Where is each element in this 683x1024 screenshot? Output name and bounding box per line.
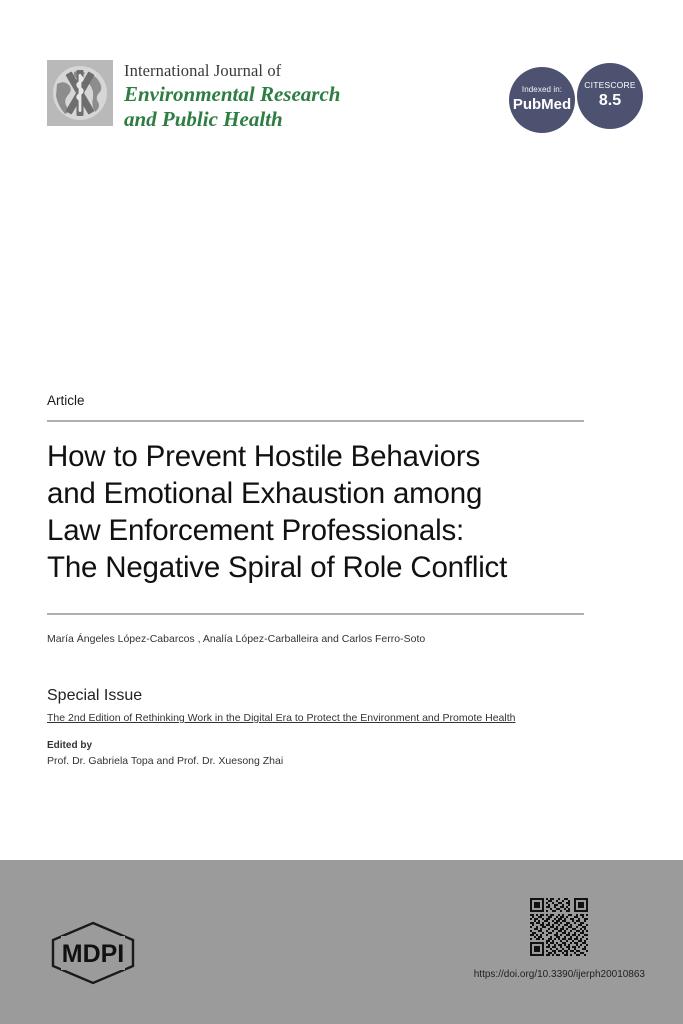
- special-issue-section: [47, 686, 584, 769]
- journal-name-line-1: International Journal of: [124, 61, 282, 80]
- divider-bottom: [47, 613, 584, 615]
- journal-name-line-2a: Environmental Research: [124, 81, 341, 106]
- journal-title-group: [124, 60, 340, 132]
- title-line: How to Prevent Hostile Behaviors: [47, 440, 481, 474]
- divider-top: [47, 420, 584, 422]
- doi-url[interactable]: https://doi.org/10.3390/ijerph20010863: [473, 969, 645, 980]
- citescore-badge: [577, 63, 643, 129]
- page-header: [47, 60, 643, 140]
- article-type-label: Article: [47, 393, 85, 408]
- pubmed-badge-label: PubMed: [512, 96, 572, 114]
- citescore-badge-value: 8.5: [598, 92, 622, 110]
- mdpi-logo: [47, 920, 139, 991]
- title-line: The Negative Spiral of Role Conflict: [47, 550, 508, 584]
- article-block: [47, 393, 584, 769]
- citescore-badge-label: CITESCORE: [584, 80, 636, 91]
- journal-branding: [47, 60, 340, 132]
- editor-list: Prof. Dr. Gabriela Topa and Prof. Dr. Xuesong Zhai: [47, 754, 284, 767]
- title-line: Law Enforcement Professionals:: [47, 513, 465, 547]
- journal-name-line-2b: and Public Health: [124, 107, 283, 132]
- qr-code-icon: [530, 898, 588, 956]
- special-issue-link[interactable]: The 2nd Edition of Rethinking Work in the Digital Era to Protect the Environment and Promote Health: [47, 712, 516, 725]
- author-list: María Ángeles López-Cabarcos , Analía López-Carballeira and Carlos Ferro-Soto: [47, 632, 426, 645]
- page-footer: [0, 860, 683, 1024]
- globe-asclepius-icon: [47, 60, 113, 126]
- pubmed-badge-small-label: Indexed in:: [521, 85, 563, 95]
- pubmed-badge: [509, 67, 575, 133]
- special-issue-heading: Special Issue: [47, 686, 143, 704]
- page-title: [47, 439, 584, 587]
- mdpi-logo-text: MDPI: [61, 940, 125, 968]
- footer-doi-group: [474, 898, 645, 980]
- journal-badges: [509, 63, 643, 133]
- title-line: and Emotional Exhaustion among: [47, 477, 483, 511]
- edited-by-label: Edited by: [47, 740, 93, 752]
